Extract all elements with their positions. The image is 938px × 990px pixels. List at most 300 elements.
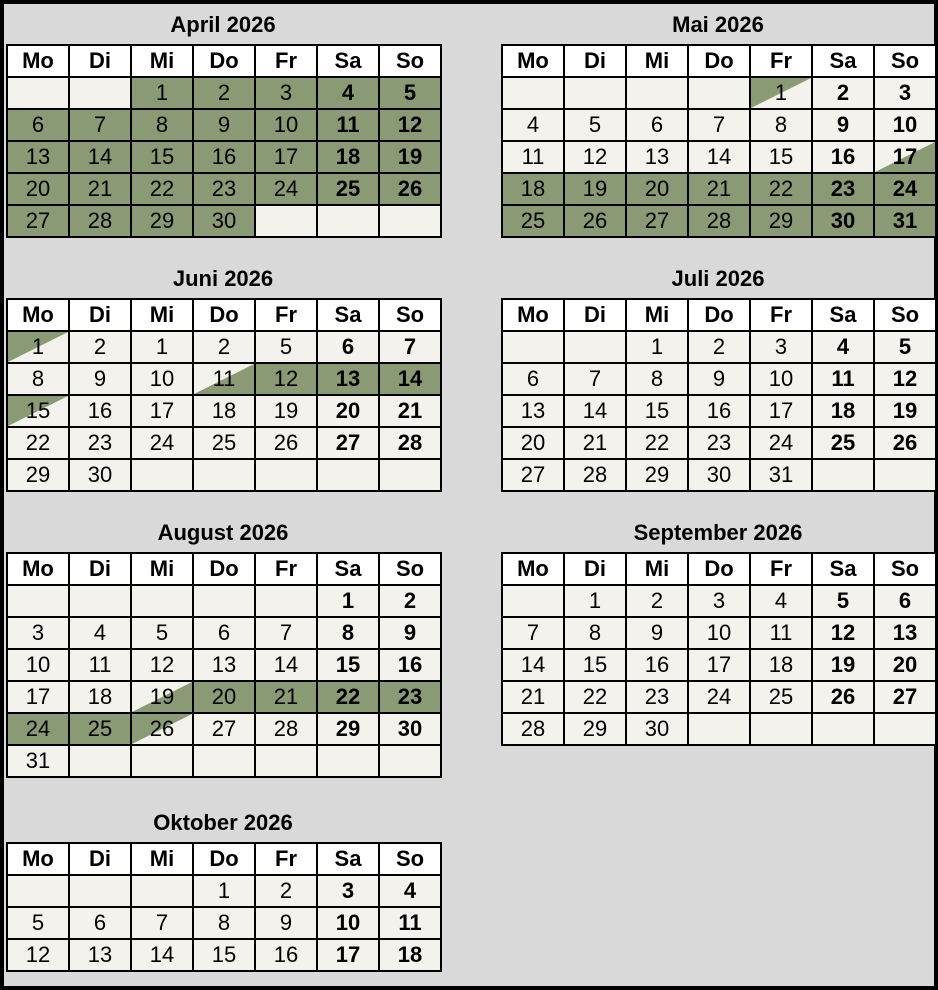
day-cell: 8	[193, 907, 255, 939]
day-cell: 20	[7, 173, 69, 205]
day-cell: 14	[69, 141, 131, 173]
weekday-header-row	[502, 45, 936, 77]
weekday-header: Mo	[502, 553, 564, 585]
day-cell: 13	[626, 141, 688, 173]
month-mai	[501, 6, 935, 238]
day-cell: 8	[7, 363, 69, 395]
day-cell: 11	[502, 141, 564, 173]
day-cell: 14	[131, 939, 193, 971]
day-cell: 26	[255, 427, 317, 459]
day-cell	[69, 77, 131, 109]
day-cell: 3	[688, 585, 750, 617]
day-cell: 5	[255, 331, 317, 363]
weekday-header: Mo	[7, 45, 69, 77]
day-cell: 7	[255, 617, 317, 649]
week-row	[7, 617, 441, 649]
weekday-header: Mo	[7, 299, 69, 331]
week-row	[7, 649, 441, 681]
week-row	[7, 585, 441, 617]
week-row	[7, 331, 441, 363]
weekday-header: Sa	[317, 553, 379, 585]
day-cell	[131, 745, 193, 777]
day-cell: 20	[502, 427, 564, 459]
week-row	[7, 109, 441, 141]
day-cell: 8	[317, 617, 379, 649]
weekday-header-row	[7, 299, 441, 331]
day-cell: 17	[874, 141, 936, 173]
day-cell: 5	[131, 617, 193, 649]
weekday-header: Di	[69, 843, 131, 875]
day-cell: 10	[317, 907, 379, 939]
day-cell: 25	[193, 427, 255, 459]
day-cell: 24	[688, 681, 750, 713]
day-cell	[502, 331, 564, 363]
day-cell: 29	[131, 205, 193, 237]
day-cell: 22	[564, 681, 626, 713]
day-cell: 1	[131, 331, 193, 363]
week-row	[7, 205, 441, 237]
month-juli	[501, 260, 935, 492]
day-cell: 27	[874, 681, 936, 713]
day-cell: 17	[7, 681, 69, 713]
day-cell: 15	[193, 939, 255, 971]
day-cell: 23	[379, 681, 441, 713]
day-cell: 27	[502, 459, 564, 491]
day-cell	[502, 77, 564, 109]
day-cell: 4	[69, 617, 131, 649]
day-cell: 24	[7, 713, 69, 745]
weekday-header: Mi	[626, 45, 688, 77]
day-cell: 19	[564, 173, 626, 205]
day-cell	[7, 585, 69, 617]
weekday-header: Fr	[255, 45, 317, 77]
day-cell: 1	[317, 585, 379, 617]
weekday-header: Fr	[255, 299, 317, 331]
day-cell	[379, 459, 441, 491]
day-cell: 16	[193, 141, 255, 173]
day-cell: 12	[131, 649, 193, 681]
day-cell	[131, 585, 193, 617]
day-cell: 21	[502, 681, 564, 713]
day-cell: 18	[502, 173, 564, 205]
day-cell	[69, 745, 131, 777]
day-cell: 1	[7, 331, 69, 363]
week-row	[502, 331, 936, 363]
day-cell: 16	[626, 649, 688, 681]
day-cell: 9	[193, 109, 255, 141]
day-cell: 16	[379, 649, 441, 681]
week-row	[7, 395, 441, 427]
day-cell: 6	[874, 585, 936, 617]
day-cell	[379, 205, 441, 237]
day-cell: 21	[688, 173, 750, 205]
day-cell: 27	[317, 427, 379, 459]
weekday-header: Sa	[812, 553, 874, 585]
day-cell	[502, 585, 564, 617]
day-cell: 2	[812, 77, 874, 109]
day-cell: 23	[193, 173, 255, 205]
week-row	[7, 907, 441, 939]
week-row	[502, 141, 936, 173]
week-row	[502, 173, 936, 205]
weekday-header: So	[379, 553, 441, 585]
weekday-header: Mi	[131, 843, 193, 875]
day-cell: 15	[626, 395, 688, 427]
day-cell: 14	[688, 141, 750, 173]
day-cell: 5	[379, 77, 441, 109]
day-cell: 15	[564, 649, 626, 681]
day-cell: 5	[812, 585, 874, 617]
weekday-header: Mo	[7, 553, 69, 585]
week-row	[7, 745, 441, 777]
day-cell: 27	[193, 713, 255, 745]
day-cell	[69, 585, 131, 617]
day-cell: 24	[255, 173, 317, 205]
day-cell: 2	[69, 331, 131, 363]
day-cell: 26	[812, 681, 874, 713]
weekday-header: Sa	[317, 45, 379, 77]
day-cell: 19	[379, 141, 441, 173]
day-cell: 28	[255, 713, 317, 745]
day-cell	[131, 875, 193, 907]
day-cell: 19	[131, 681, 193, 713]
day-cell: 15	[7, 395, 69, 427]
day-cell: 4	[750, 585, 812, 617]
day-cell: 10	[750, 363, 812, 395]
weekday-header: Mo	[502, 45, 564, 77]
month-title: September 2026	[633, 520, 803, 545]
day-cell: 1	[193, 875, 255, 907]
month-title: Juni 2026	[172, 266, 274, 291]
month-title: Mai 2026	[672, 12, 764, 37]
day-cell: 20	[874, 649, 936, 681]
day-cell: 16	[812, 141, 874, 173]
day-cell: 27	[626, 205, 688, 237]
week-row	[502, 617, 936, 649]
day-cell: 19	[874, 395, 936, 427]
day-cell: 22	[750, 173, 812, 205]
week-row	[502, 109, 936, 141]
day-cell: 7	[502, 617, 564, 649]
day-cell: 2	[193, 331, 255, 363]
day-cell: 13	[502, 395, 564, 427]
day-cell	[255, 585, 317, 617]
day-cell: 4	[317, 77, 379, 109]
week-row	[502, 585, 936, 617]
day-cell: 14	[255, 649, 317, 681]
weekday-header: Fr	[255, 843, 317, 875]
day-cell: 12	[255, 363, 317, 395]
day-cell: 9	[379, 617, 441, 649]
week-row	[7, 173, 441, 205]
day-cell: 30	[812, 205, 874, 237]
day-cell: 6	[193, 617, 255, 649]
day-cell: 7	[688, 109, 750, 141]
day-cell: 1	[564, 585, 626, 617]
weekday-header-row	[7, 843, 441, 875]
weekday-header: Do	[688, 553, 750, 585]
day-cell: 8	[750, 109, 812, 141]
week-row	[7, 427, 441, 459]
day-cell: 31	[7, 745, 69, 777]
weekday-header: Do	[193, 843, 255, 875]
day-cell: 21	[69, 173, 131, 205]
week-row	[502, 649, 936, 681]
week-row	[502, 205, 936, 237]
day-cell: 6	[69, 907, 131, 939]
weekday-header-row	[502, 299, 936, 331]
day-cell: 2	[626, 585, 688, 617]
day-cell: 29	[626, 459, 688, 491]
day-cell: 14	[379, 363, 441, 395]
day-cell: 28	[564, 459, 626, 491]
weekday-header: So	[874, 45, 936, 77]
day-cell: 20	[317, 395, 379, 427]
day-cell	[874, 459, 936, 491]
day-cell: 9	[688, 363, 750, 395]
day-cell: 26	[131, 713, 193, 745]
day-cell: 12	[874, 363, 936, 395]
month-grid	[501, 44, 937, 238]
day-cell	[874, 713, 936, 745]
day-cell: 10	[874, 109, 936, 141]
day-cell: 18	[812, 395, 874, 427]
day-cell: 17	[255, 141, 317, 173]
day-cell: 13	[193, 649, 255, 681]
day-cell: 11	[317, 109, 379, 141]
day-cell: 6	[7, 109, 69, 141]
month-september	[501, 514, 935, 746]
day-cell: 17	[317, 939, 379, 971]
day-cell: 24	[874, 173, 936, 205]
weekday-header: Do	[688, 45, 750, 77]
day-cell: 15	[750, 141, 812, 173]
day-cell: 18	[193, 395, 255, 427]
weekday-header: Do	[193, 45, 255, 77]
weekday-header: Di	[564, 299, 626, 331]
day-cell: 16	[255, 939, 317, 971]
day-cell	[131, 459, 193, 491]
day-cell: 4	[502, 109, 564, 141]
month-grid	[6, 552, 442, 778]
weekday-header: Do	[193, 299, 255, 331]
weekday-header: Do	[688, 299, 750, 331]
day-cell: 28	[688, 205, 750, 237]
day-cell: 4	[812, 331, 874, 363]
day-cell: 2	[379, 585, 441, 617]
weekday-header: Mi	[626, 299, 688, 331]
day-cell: 10	[688, 617, 750, 649]
day-cell: 9	[812, 109, 874, 141]
day-cell: 15	[131, 141, 193, 173]
day-cell: 13	[7, 141, 69, 173]
day-cell: 20	[193, 681, 255, 713]
weekday-header: Mi	[131, 45, 193, 77]
day-cell: 23	[688, 427, 750, 459]
day-cell: 24	[750, 427, 812, 459]
day-cell: 12	[7, 939, 69, 971]
day-cell: 4	[379, 875, 441, 907]
weekday-header: Mi	[131, 299, 193, 331]
day-cell: 28	[69, 205, 131, 237]
day-cell	[69, 875, 131, 907]
month-title: April 2026	[170, 12, 276, 37]
day-cell: 10	[255, 109, 317, 141]
day-cell: 7	[131, 907, 193, 939]
weekday-header: Mi	[131, 553, 193, 585]
day-cell: 30	[626, 713, 688, 745]
month-title: Juli 2026	[671, 266, 765, 291]
weekday-header: Fr	[750, 45, 812, 77]
day-cell: 3	[7, 617, 69, 649]
week-row	[502, 459, 936, 491]
weekday-header: Sa	[812, 45, 874, 77]
day-cell: 1	[750, 77, 812, 109]
day-cell: 25	[69, 713, 131, 745]
weekday-header: Di	[69, 553, 131, 585]
day-cell: 20	[626, 173, 688, 205]
month-juni	[6, 260, 440, 492]
day-cell: 16	[69, 395, 131, 427]
day-cell: 8	[626, 363, 688, 395]
day-cell: 22	[7, 427, 69, 459]
weekday-header: Mi	[626, 553, 688, 585]
day-cell: 21	[379, 395, 441, 427]
week-row	[7, 875, 441, 907]
day-cell: 28	[379, 427, 441, 459]
day-cell: 14	[502, 649, 564, 681]
day-cell: 24	[131, 427, 193, 459]
weekday-header: Fr	[255, 553, 317, 585]
month-grid	[6, 298, 442, 492]
weekday-header: Mo	[502, 299, 564, 331]
week-row	[502, 77, 936, 109]
day-cell: 29	[7, 459, 69, 491]
day-cell: 1	[131, 77, 193, 109]
day-cell: 27	[7, 205, 69, 237]
day-cell: 18	[379, 939, 441, 971]
day-cell: 21	[564, 427, 626, 459]
month-august	[6, 514, 440, 778]
day-cell: 19	[812, 649, 874, 681]
day-cell: 17	[131, 395, 193, 427]
day-cell: 8	[564, 617, 626, 649]
day-cell: 25	[812, 427, 874, 459]
day-cell: 23	[69, 427, 131, 459]
weekday-header-row	[7, 45, 441, 77]
day-cell: 5	[874, 331, 936, 363]
day-cell: 11	[69, 649, 131, 681]
weekday-header: Sa	[317, 843, 379, 875]
day-cell: 22	[317, 681, 379, 713]
day-cell: 17	[750, 395, 812, 427]
day-cell: 30	[379, 713, 441, 745]
day-cell: 26	[564, 205, 626, 237]
week-row	[502, 713, 936, 745]
weekday-header: So	[379, 299, 441, 331]
day-cell: 29	[750, 205, 812, 237]
day-cell: 14	[564, 395, 626, 427]
day-cell: 5	[7, 907, 69, 939]
day-cell: 9	[255, 907, 317, 939]
month-oktober	[6, 804, 440, 972]
weekday-header: So	[379, 843, 441, 875]
day-cell: 11	[193, 363, 255, 395]
day-cell: 18	[750, 649, 812, 681]
day-cell: 7	[69, 109, 131, 141]
day-cell: 26	[379, 173, 441, 205]
day-cell: 3	[255, 77, 317, 109]
week-row	[7, 713, 441, 745]
day-cell: 9	[69, 363, 131, 395]
weekday-header: Fr	[750, 299, 812, 331]
week-row	[7, 459, 441, 491]
month-grid	[6, 842, 442, 972]
month-grid	[501, 298, 937, 492]
week-row	[7, 77, 441, 109]
day-cell: 10	[131, 363, 193, 395]
day-cell: 18	[317, 141, 379, 173]
weekday-header: Mo	[7, 843, 69, 875]
month-april	[6, 6, 440, 238]
day-cell: 30	[69, 459, 131, 491]
day-cell: 11	[750, 617, 812, 649]
weekday-header-row	[502, 553, 936, 585]
week-row	[7, 363, 441, 395]
month-grid	[6, 44, 442, 238]
day-cell: 2	[688, 331, 750, 363]
day-cell: 11	[812, 363, 874, 395]
week-row	[502, 395, 936, 427]
day-cell: 15	[317, 649, 379, 681]
day-cell	[812, 459, 874, 491]
day-cell	[193, 459, 255, 491]
weekday-header: Sa	[317, 299, 379, 331]
day-cell: 23	[812, 173, 874, 205]
day-cell: 5	[564, 109, 626, 141]
day-cell: 1	[626, 331, 688, 363]
day-cell: 12	[564, 141, 626, 173]
day-cell	[317, 205, 379, 237]
day-cell	[750, 713, 812, 745]
week-row	[7, 939, 441, 971]
day-cell: 19	[255, 395, 317, 427]
day-cell: 13	[874, 617, 936, 649]
day-cell: 6	[626, 109, 688, 141]
weekday-header: Sa	[812, 299, 874, 331]
day-cell: 2	[193, 77, 255, 109]
day-cell	[688, 77, 750, 109]
day-cell: 30	[688, 459, 750, 491]
weekday-header: Di	[69, 299, 131, 331]
day-cell: 11	[379, 907, 441, 939]
weekday-header: Di	[564, 553, 626, 585]
day-cell: 25	[317, 173, 379, 205]
weekday-header-row	[7, 553, 441, 585]
weekday-header: Do	[193, 553, 255, 585]
day-cell: 7	[564, 363, 626, 395]
day-cell: 6	[502, 363, 564, 395]
day-cell: 3	[874, 77, 936, 109]
day-cell: 22	[626, 427, 688, 459]
month-grid	[501, 552, 937, 746]
day-cell	[317, 745, 379, 777]
day-cell	[193, 745, 255, 777]
day-cell: 16	[688, 395, 750, 427]
day-cell: 8	[131, 109, 193, 141]
weekday-header: So	[874, 299, 936, 331]
day-cell	[193, 585, 255, 617]
